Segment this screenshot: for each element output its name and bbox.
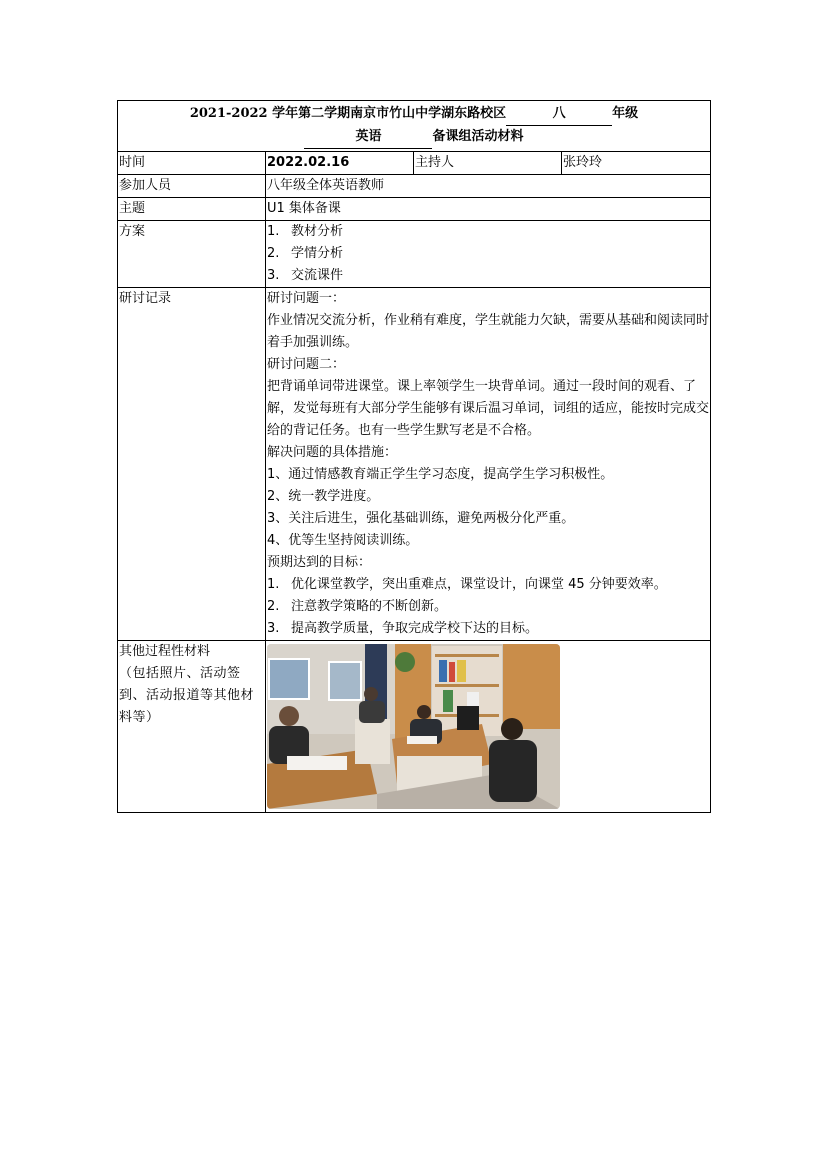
topic-label: 主题 <box>118 198 266 221</box>
document-title <box>118 101 711 152</box>
participants-label: 参加人员 <box>118 175 266 198</box>
discussion-row <box>118 288 711 641</box>
plan-item: 1. 教材分析 <box>267 224 344 239</box>
activity-record-table <box>117 100 711 813</box>
plan-items <box>266 221 711 288</box>
title-part1: 2021-2022 学年第二学期南京市竹山中学湖东路校区 <box>189 106 507 121</box>
question2-title: 研讨问题二： <box>267 357 346 372</box>
time-value: 2022.02.16 <box>266 152 414 175</box>
measure-item: 4、优等生坚持阅读训练。 <box>267 533 419 548</box>
other-materials-label: 其他过程性材料 <box>119 644 211 659</box>
question1-body: 作业情况交流分析，作业稍有难度，学生就能力欠缺，需要从基础和阅读同时着手加强训练。 <box>267 313 710 350</box>
title-part3: 备课组活动材料 <box>432 129 524 144</box>
goal-item: 3. 提高教学质量，争取完成学校下达的目标。 <box>267 621 539 636</box>
participants-row <box>118 175 711 198</box>
plan-item: 3. 交流课件 <box>267 268 344 283</box>
title-subject: 英语 <box>304 126 432 149</box>
measures-title: 解决问题的具体措施： <box>267 445 398 460</box>
plan-row <box>118 221 711 288</box>
measure-item: 2、统一教学进度。 <box>267 489 380 504</box>
plan-item: 2. 学情分析 <box>267 246 344 261</box>
host-label: 主持人 <box>414 152 562 175</box>
plan-label: 方案 <box>118 221 266 288</box>
discussion-label: 研讨记录 <box>118 288 266 641</box>
question1-title: 研讨问题一： <box>267 291 346 306</box>
photo-cell <box>266 641 711 813</box>
measure-item: 3、关注后进生，强化基础训练，避免两极分化严重。 <box>267 511 575 526</box>
time-label: 时间 <box>118 152 266 175</box>
time-row <box>118 152 711 175</box>
other-materials-note: （包括照片、活动签到、活动报道等其他材料等） <box>119 666 255 725</box>
participants-value: 八年级全体英语教师 <box>266 175 711 198</box>
title-part2: 年级 <box>612 106 639 121</box>
host-value: 张玲玲 <box>562 152 711 175</box>
meeting-photo <box>267 644 560 809</box>
goal-item: 2. 注意教学策略的不断创新。 <box>267 599 448 614</box>
topic-value: U1 集体备课 <box>266 198 711 221</box>
topic-row <box>118 198 711 221</box>
discussion-content <box>266 288 711 641</box>
title-grade: 八 <box>506 103 612 126</box>
measure-item: 1、通过情感教育端正学生学习态度，提高学生学习积极性。 <box>267 467 614 482</box>
title-row <box>118 101 711 152</box>
goal-item: 1. 优化课堂教学，突出重难点，课堂设计，向课堂 45 分钟要效率。 <box>267 577 667 592</box>
question2-body: 把背诵单词带进课堂。课上率领学生一块背单词。通过一段时间的观看、了解，发觉每班有大部分学生能够有课后温习单词，词组的适应，能按时完成交给的背记任务。也有一些学生默写老是不合格。 <box>267 379 710 438</box>
goals-title: 预期达到的目标： <box>267 555 372 570</box>
other-materials-row <box>118 641 711 813</box>
other-materials-label-cell <box>118 641 266 813</box>
